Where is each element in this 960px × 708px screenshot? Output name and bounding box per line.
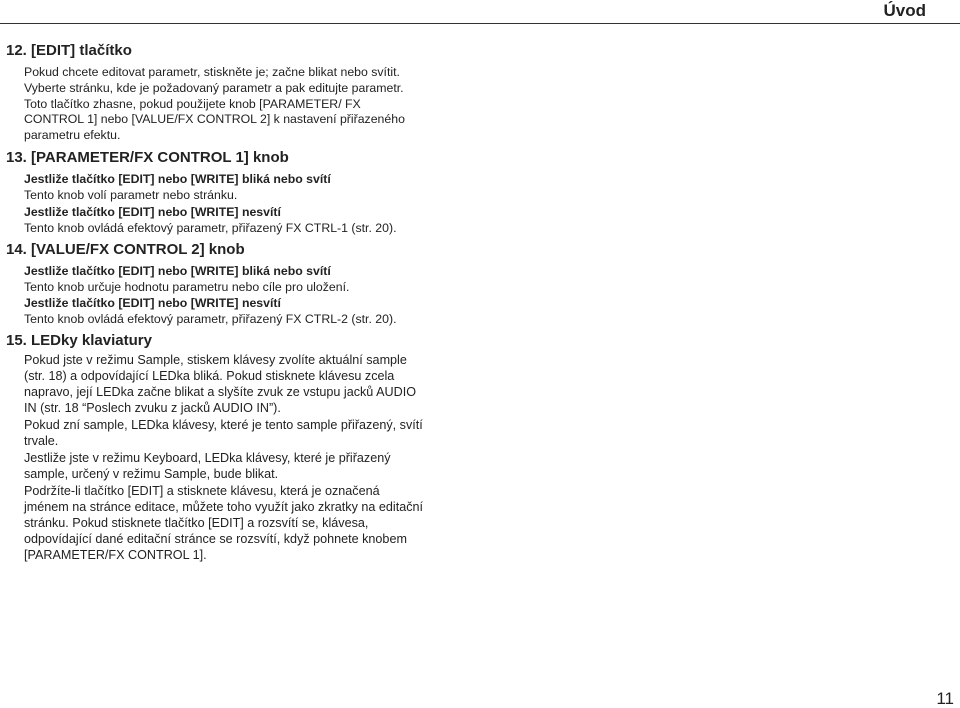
heading-parameter-knob: 13. [PARAMETER/FX CONTROL 1] knob [6,149,289,166]
s15-p4-line-2: jménem na stránce editace, můžete toho využít jako zkratky na editační [24,500,424,514]
s15-p2-line-2: trvale. [24,434,59,448]
heading-edit-button: 12. [EDIT] tlačítko [6,42,132,59]
s15-p2-line-1: Pokud zní sample, LEDka klávesy, které je tento sample přiřazený, svítí [24,418,423,432]
s15-p1-line-1: Pokud jste v režimu Sample, stiskem klávesy zvolíte aktuální sample [24,353,407,367]
s13-text-unlit: Tento knob ovládá efektový parametr, přiřazený FX CTRL-1 (str. 20). [24,221,397,235]
header-rule [0,23,960,24]
s13-sub-lit: Jestliže tlačítko [EDIT] nebo [WRITE] bliká nebo svítí [24,172,331,186]
heading-keyboard-leds: 15. LEDky klaviatury [6,332,152,349]
s15-p3-line-2: sample, určený v režimu Sample, bude blikat. [24,467,279,481]
s13-sub-unlit: Jestliže tlačítko [EDIT] nebo [WRITE] nesvítí [24,205,281,219]
s12-line-3: Toto tlačítko zhasne, pokud použijete knob [PARAMETER/ FX [24,97,361,111]
s13-text-lit: Tento knob volí parametr nebo stránku. [24,188,238,202]
s14-sub-lit: Jestliže tlačítko [EDIT] nebo [WRITE] bliká nebo svítí [24,264,331,278]
s15-p4-line-1: Podržíte-li tlačítko [EDIT] a stisknete klávesu, která je označená [24,484,380,498]
section-tab: Úvod [883,1,926,20]
s14-text-unlit: Tento knob ovládá efektový parametr, přiřazený FX CTRL-2 (str. 20). [24,312,397,326]
s12-line-1: Pokud chcete editovat parametr, stiskněte je; začne blikat nebo svítit. [24,65,400,79]
s12-line-2: Vyberte stránku, kde je požadovaný parametr a pak editujte parametr. [24,81,404,95]
s12-line-4: CONTROL 1] nebo [VALUE/FX CONTROL 2] k nastavení přiřazeného [24,112,405,126]
s14-text-lit: Tento knob určuje hodnotu parametru nebo cíle pro uložení. [24,280,350,294]
s14-sub-unlit: Jestliže tlačítko [EDIT] nebo [WRITE] nesvítí [24,296,281,310]
s15-p1-line-4: IN (str. 18 “Poslech zvuku z jacků AUDIO IN”). [24,401,281,415]
s15-p1-line-2: (str. 18) a odpovídající LEDka bliká. Pokud stisknete klávesu zcela [24,369,395,383]
s12-line-5: parametru efektu. [24,128,121,142]
s15-p4-line-4: odpovídající dané editační stránce se rozsvítí, když pohnete knobem [24,532,407,546]
s15-p3-line-1: Jestliže jste v režimu Keyboard, LEDka klávesy, které je přiřazený [24,451,391,465]
s15-p1-line-3: napravo, její LEDka začne blikat a slyšíte zvuk ze vstupu jacků AUDIO [24,385,416,399]
s15-p4-line-5: [PARAMETER/FX CONTROL 1]. [24,548,207,562]
s15-p4-line-3: stránku. Pokud stisknete tlačítko [EDIT] a rozsvítí se, klávesa, [24,516,369,530]
page-number: 11 [936,689,954,708]
heading-value-knob: 14. [VALUE/FX CONTROL 2] knob [6,241,245,258]
